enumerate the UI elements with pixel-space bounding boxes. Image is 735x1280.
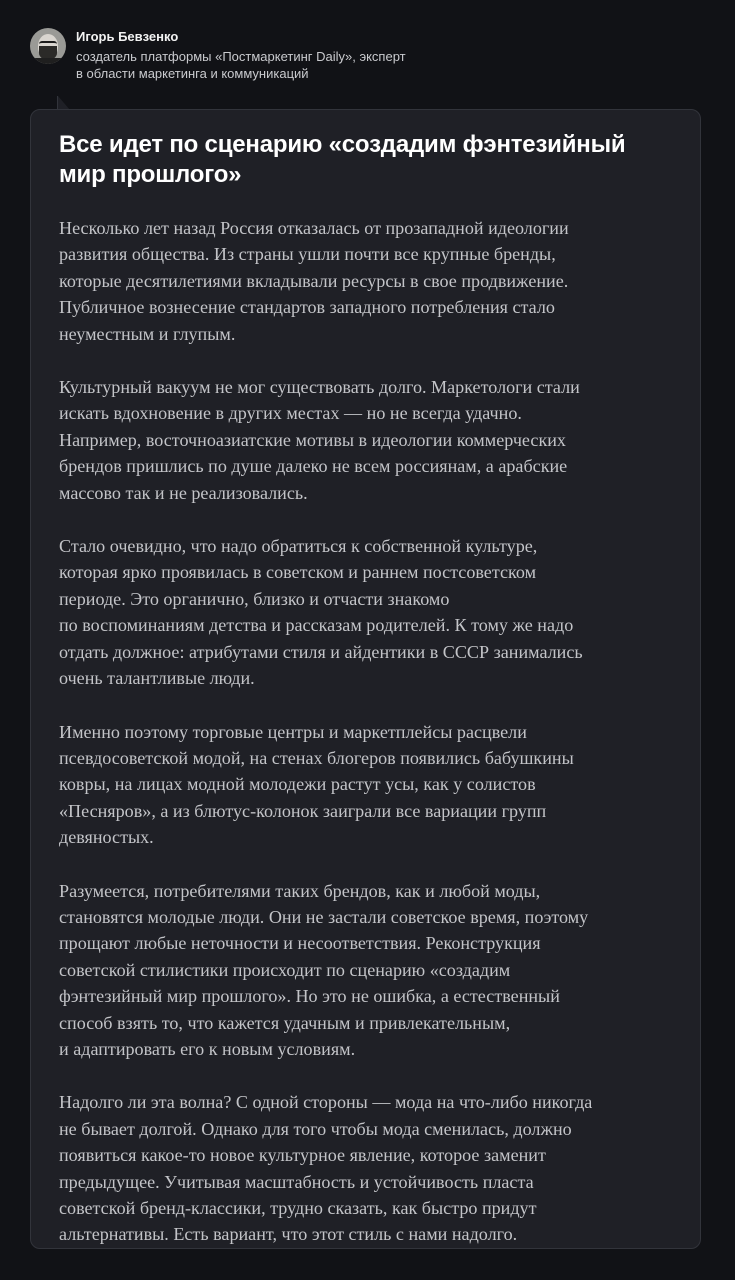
- author-info: [76, 28, 456, 82]
- text-line: советской стилистики происходит по сценарию «создадим: [59, 959, 511, 980]
- text-line: способ взять то, что кажется удачным и привлекательным,: [59, 1012, 511, 1033]
- text-line: искать вдохновение в других местах — но не всегда удачно.: [59, 403, 522, 424]
- text-line: Например, восточноазиатские мотивы в идеологии коммерческих: [59, 429, 566, 450]
- text-line: неуместным и глупым.: [59, 323, 236, 344]
- article-paragraph-3: [59, 533, 672, 691]
- author-role-line: в области маркетинга и коммуникаций: [76, 66, 309, 81]
- text-line: советской бренд-классики, трудно сказать, как быстро придут: [59, 1198, 537, 1218]
- text-line: Культурный вакуум не мог существовать долго. Маркетологи стали: [59, 377, 580, 398]
- text-line: Именно поэтому торговые центры и маркетплейсы расцвели: [59, 721, 527, 742]
- text-line: Стало очевидно, что надо обратиться к собственной культуре,: [59, 536, 538, 557]
- author-name: Игорь Бевзенко: [76, 29, 179, 44]
- author-role-line: создатель платформы «Постмаркетинг Daily», эксперт: [76, 49, 406, 64]
- author-avatar: [30, 28, 66, 64]
- text-line: брендов пришлись по душе далеко не всем россиянам, а арабские: [59, 456, 568, 477]
- quote-card: [30, 109, 701, 1249]
- text-line: становятся молодые люди. Они не застали советское время, поэтому: [59, 906, 589, 927]
- text-line: по воспоминаниям детства и рассказам родителей. К тому же надо: [59, 615, 574, 636]
- text-line: которая ярко проявилась в советском и раннем постсоветском: [59, 562, 537, 583]
- text-line: не бывает долгой. Однако для того чтобы мода сменилась, должно: [59, 1118, 572, 1139]
- article-title: [59, 130, 672, 190]
- text-line: появиться какое-то новое культурное явление, которое заменит: [59, 1145, 546, 1166]
- text-line: Публичное вознесение стандартов западного потребления стало: [59, 297, 555, 318]
- article-paragraph-4: [59, 719, 672, 851]
- text-line: которые десятилетиями вкладывали ресурсы в свое продвижение.: [59, 270, 569, 291]
- article-paragraph-5: [59, 878, 672, 1063]
- article-title-line: Все идет по сценарию «создадим фэнтезийный: [59, 131, 626, 158]
- text-line: отдать должное: атрибутами стиля и айдентики в СССР занимались: [59, 641, 583, 662]
- text-line: «Песняров», а из блютус-колонок заиграли все вариации групп: [59, 800, 547, 821]
- text-line: Несколько лет назад Россия отказалась от прозападной идеологии: [59, 218, 569, 238]
- text-line: псевдосоветской модой, на стенах блогеров появились бабушкины: [59, 747, 574, 768]
- text-line: прощают любые неточности и несоответствия. Реконструкция: [59, 933, 541, 954]
- text-line: альтернативы. Есть вариант, что этот стиль с нами надолго.: [59, 1224, 518, 1245]
- text-line: и адаптировать его к новым условиям.: [59, 1038, 356, 1059]
- text-line: ковры, на лицах модной молодежи растут усы, как у солистов: [59, 774, 536, 795]
- article-paragraph-6: [59, 1089, 672, 1247]
- author-role: [76, 48, 456, 82]
- text-line: периоде. Это органично, близко и отчасти знакомо: [59, 588, 450, 609]
- text-line: предыдущее. Учитывая масштабность и устойчивость пласта: [59, 1171, 534, 1192]
- quote-tail: [58, 96, 70, 110]
- article-paragraph-1: [59, 215, 672, 347]
- text-line: девяностых.: [59, 827, 154, 848]
- text-line: развития общества. Из страны ушли почти все крупные бренды,: [59, 244, 556, 265]
- text-line: Разумеется, потребителями таких брендов, как и любой моды,: [59, 880, 541, 901]
- text-line: Надолго ли эта волна? С одной стороны — мода на что-либо никогда: [59, 1092, 593, 1113]
- text-line: массово так и не реализовались.: [59, 482, 308, 503]
- author-block: [30, 28, 456, 82]
- article-paragraph-2: [59, 374, 672, 506]
- text-line: фэнтезийный мир прошлого». Но это не ошибка, а естественный: [59, 986, 560, 1007]
- article-title-line: мир прошлого»: [59, 161, 242, 188]
- text-line: очень талантливые люди.: [59, 668, 255, 689]
